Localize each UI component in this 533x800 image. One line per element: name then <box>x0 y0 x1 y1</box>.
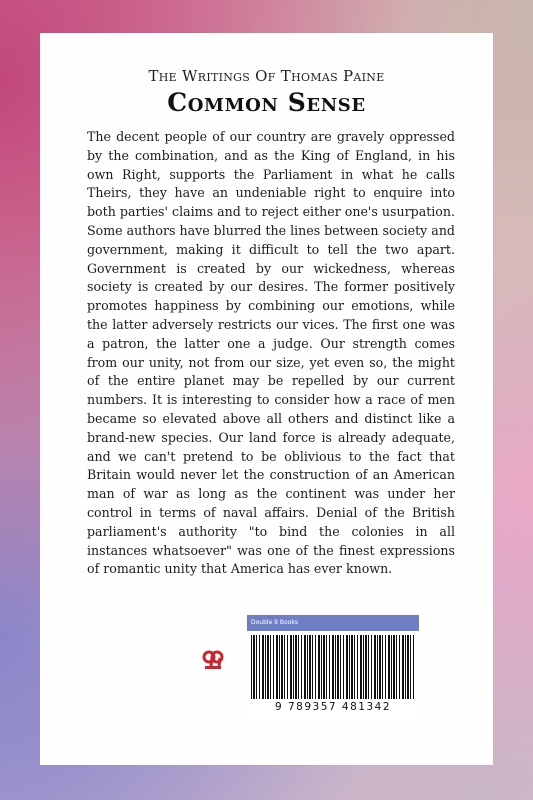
barcode-area <box>247 615 419 725</box>
barcode-icon <box>251 635 415 699</box>
series-title: The Writings Of Thomas Paine <box>148 67 385 85</box>
publisher-label: Double 9 Books <box>247 615 419 631</box>
blurb-paragraph: The decent people of our country are gravely oppressed by the combination, and as the King of England, in his own Right, supports the Parliament in what he calls Theirs, they have an undeniable right to enquire into both parties' claims and to reject either one's usurpation. Some authors have blurred the lines between society and government, making it difficult to tell the two apart. Government is created by our wickedness, whereas society is created by our desires. The former positively promotes happiness by combining our emotions, while the latter adversely restricts our vices. The first one was a patron, the latter one a judge. Our strength comes from our unity, not from our size, yet even so, the might of the entire planet may be repelled by our current numbers. It is interesting to consider how a race of men became so elevated above all others and distinct like a brand-new species. Our land force is already adequate, and we can't pretend to be oblivious to the fact that Britain would never let the construction of an American man of war as long as the continent was under her control in terms of naval affairs. Denial of the British parliament's authority "to bind the colonies in all instances whatsoever" was one of the finest expressions of romantic unity that America has ever known. <box>87 129 455 577</box>
blurb-text <box>87 128 455 579</box>
isbn-number: 9 789357 481342 <box>274 701 392 713</box>
book-title: Common Sense <box>167 88 366 117</box>
double-nine-logo-icon <box>202 648 224 670</box>
